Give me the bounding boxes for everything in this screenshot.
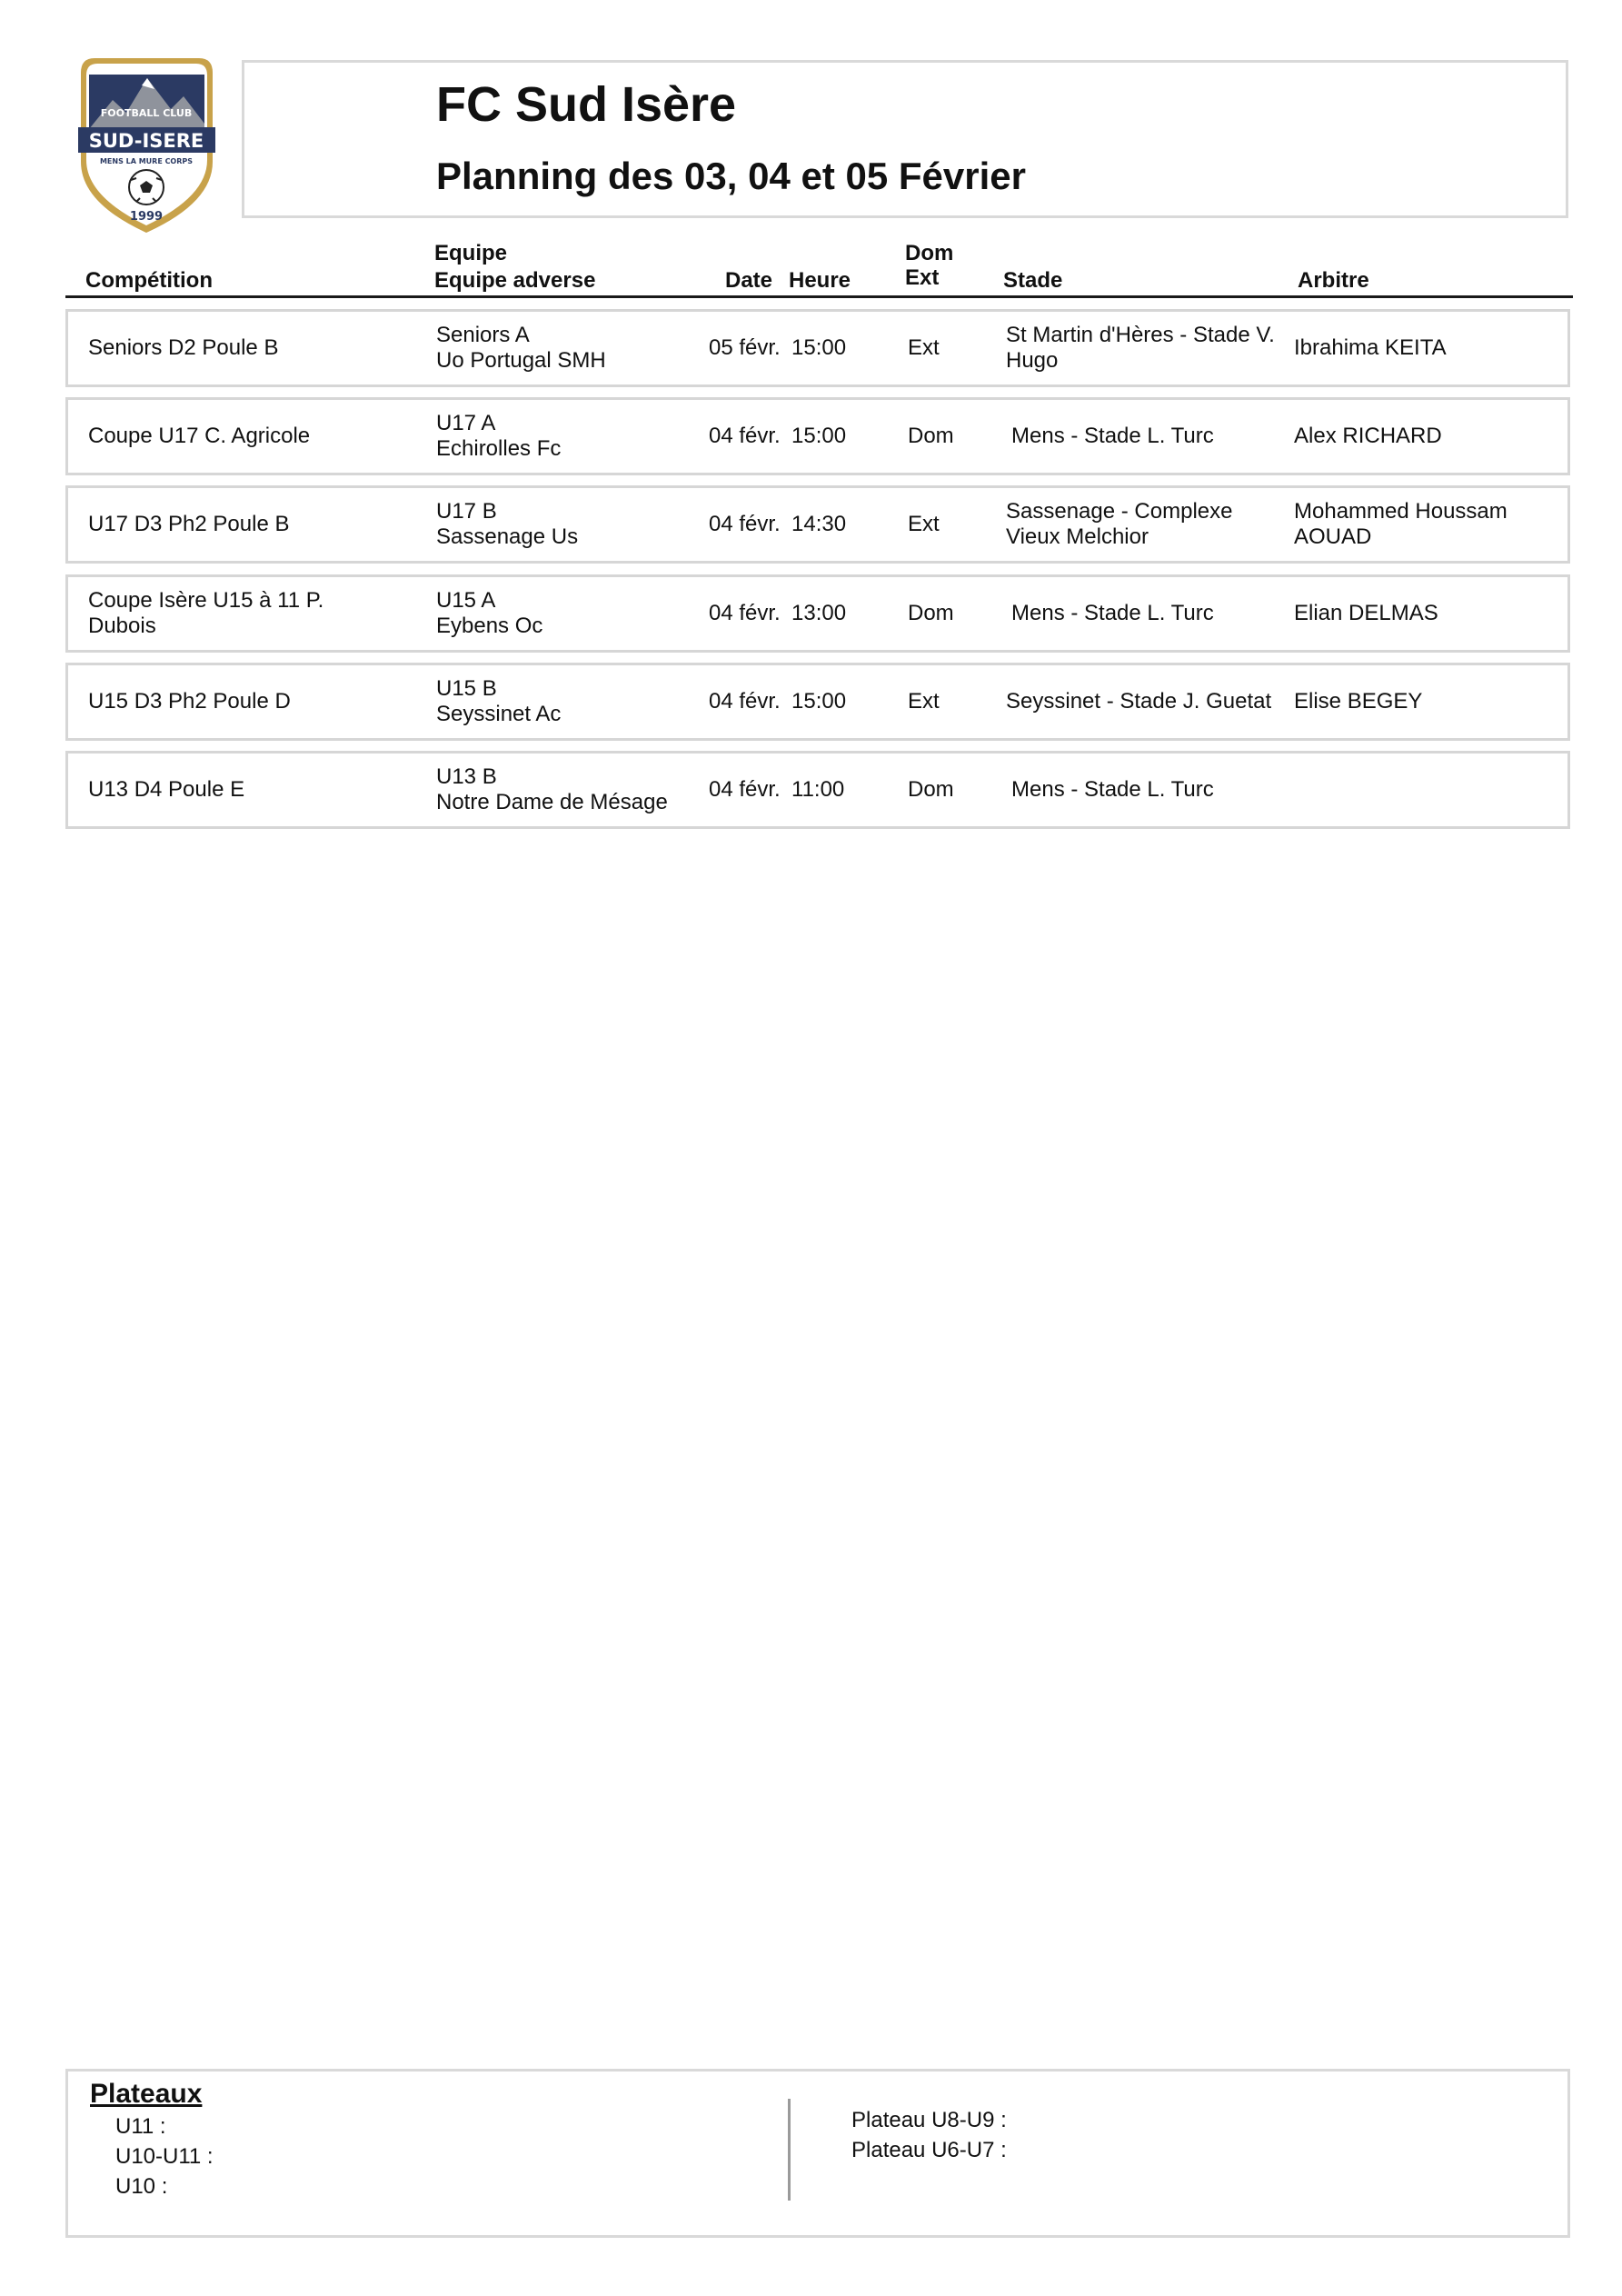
- match-team: U15 A: [436, 588, 496, 613]
- match-team: Seniors A: [436, 323, 530, 347]
- match-row: [65, 574, 1570, 653]
- match-time: 13:00: [791, 601, 847, 625]
- match-opponent: Echirolles Fc: [436, 436, 562, 461]
- match-time: 15:00: [791, 689, 847, 714]
- match-dom-ext: Ext: [908, 335, 940, 360]
- plateaux-box: [65, 2069, 1570, 2238]
- match-opponent: Seyssinet Ac: [436, 702, 562, 726]
- match-stadium: Mens - Stade L. Turc: [1011, 777, 1214, 802]
- match-stadium: Seyssinet - Stade J. Guetat: [1006, 689, 1272, 714]
- match-competition: U15 D3 Ph2 Poule D: [88, 689, 291, 714]
- header-equipe-adverse: Equipe adverse: [434, 268, 596, 293]
- match-date: 04 févr.: [709, 512, 781, 536]
- plateaux-divider: [788, 2099, 791, 2201]
- match-opponent: Sassenage Us: [436, 524, 579, 549]
- match-competition: Coupe U17 C. Agricole: [88, 424, 311, 448]
- header-stade: Stade: [1003, 268, 1063, 293]
- plateau-u11: U11 :: [115, 2114, 166, 2139]
- header-dom: Dom: [905, 241, 954, 265]
- club-logo: [76, 53, 217, 236]
- match-row: [65, 751, 1570, 829]
- match-time: 14:30: [791, 512, 847, 536]
- match-competition: U17 D3 Ph2 Poule B: [88, 512, 290, 536]
- header-ext: Ext: [905, 265, 940, 290]
- match-referee: Ibrahima KEITA: [1294, 335, 1447, 360]
- plateau-u10: U10 :: [115, 2174, 168, 2199]
- header-rule: [65, 295, 1573, 298]
- match-date: 05 févr.: [709, 335, 781, 360]
- match-referee: Elian DELMAS: [1294, 601, 1438, 625]
- match-referee: Mohammed Houssam AOUAD: [1294, 499, 1508, 549]
- match-team: U15 B: [436, 676, 497, 701]
- match-row: [65, 397, 1570, 475]
- match-competition: U13 D4 Poule E: [88, 777, 245, 802]
- match-dom-ext: Ext: [908, 689, 940, 714]
- match-date: 04 févr.: [709, 689, 781, 714]
- match-date: 04 févr.: [709, 424, 781, 448]
- match-competition: Coupe Isère U15 à 11 P. Dubois: [88, 588, 324, 638]
- club-name: FC Sud Isère: [436, 77, 737, 132]
- header-arbitre: Arbitre: [1298, 268, 1369, 293]
- match-time: 15:00: [791, 335, 847, 360]
- planning-title: Planning des 03, 04 et 05 Février: [436, 155, 1026, 197]
- plateau-u8-u9: Plateau U8-U9 :: [851, 2108, 1007, 2132]
- match-team: U17 B: [436, 499, 497, 524]
- plateau-u10-u11: U10-U11 :: [115, 2144, 214, 2169]
- match-stadium: Mens - Stade L. Turc: [1011, 601, 1214, 625]
- match-referee: [1294, 754, 1557, 826]
- match-date: 04 févr.: [709, 601, 781, 625]
- match-dom-ext: Dom: [908, 424, 954, 448]
- match-competition: Seniors D2 Poule B: [88, 335, 279, 360]
- header-heure: Heure: [789, 268, 851, 293]
- match-referee: Alex RICHARD: [1294, 424, 1442, 448]
- match-stadium: St Martin d'Hères - Stade V. Hugo: [1006, 323, 1275, 373]
- match-team: U13 B: [436, 764, 497, 789]
- match-opponent: Notre Dame de Mésage: [436, 790, 668, 814]
- match-row: [65, 485, 1570, 564]
- header-date: Date: [725, 268, 773, 293]
- match-time: 15:00: [791, 424, 847, 448]
- logo-banner-text: SUD-ISERE: [88, 130, 204, 152]
- match-row: [65, 309, 1570, 387]
- match-dom-ext: Dom: [908, 601, 954, 625]
- match-opponent: Uo Portugal SMH: [436, 348, 606, 373]
- match-dom-ext: Ext: [908, 512, 940, 536]
- header-equipe: Equipe: [434, 241, 508, 265]
- match-date: 04 févr.: [709, 777, 781, 802]
- match-stadium: Sassenage - Complexe Vieux Melchior: [1006, 499, 1233, 549]
- match-team: U17 A: [436, 411, 496, 435]
- match-stadium: Mens - Stade L. Turc: [1011, 424, 1214, 448]
- logo-towns-text: MENS LA MURE CORPS: [99, 157, 194, 165]
- match-referee: Elise BEGEY: [1294, 689, 1423, 714]
- match-dom-ext: Dom: [908, 777, 954, 802]
- match-opponent: Eybens Oc: [436, 614, 543, 638]
- match-time: 11:00: [791, 777, 845, 802]
- logo-year: 1999: [129, 210, 164, 224]
- logo-text-top: FOOTBALL CLUB: [100, 107, 193, 119]
- match-row: [65, 663, 1570, 741]
- header-competition: Compétition: [85, 268, 213, 293]
- plateaux-title: Plateaux: [90, 2079, 203, 2109]
- plateau-u6-u7: Plateau U6-U7 :: [851, 2138, 1007, 2162]
